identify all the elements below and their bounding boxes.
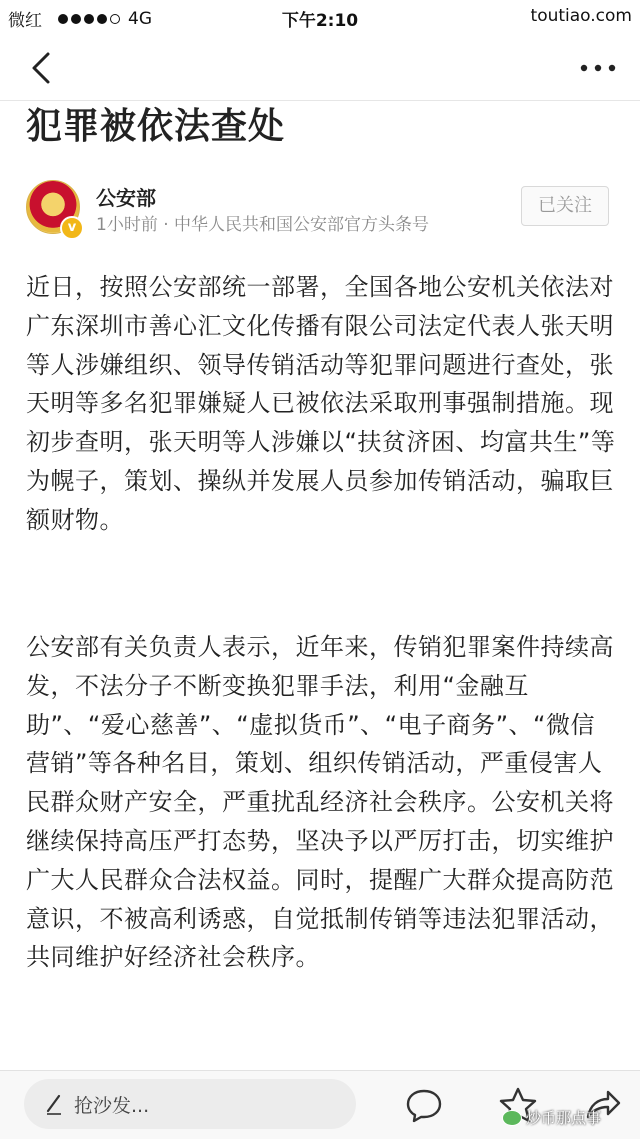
author-name[interactable]: 公安部 [96,186,156,210]
status-bar [0,0,640,36]
chevron-left-icon[interactable] [24,48,60,88]
status-domain: toutiao.com [530,6,632,26]
comment-placeholder: 抢沙发... [74,1095,150,1117]
watermark-text: 炒币那点事 [526,1109,602,1127]
verified-badge-icon: v [60,216,84,240]
follow-button[interactable]: 已关注 [521,186,609,226]
bottom-toolbar [0,1070,640,1139]
pencil-icon [44,1093,64,1115]
watermark [502,1107,601,1128]
article-paragraph: 近日，按照公安部统一部署，全国各地公安机关依法对广东深圳市善心汇文化传播有限公司法定代表人张天明等人涉嫌组织、领导传销活动等犯罪问题进行查处，张天明等多名犯罪嫌疑人已被依法采取刑事强制措施。现初步查明，张天明等人涉嫌以“扶贫济困、均富共生”等为幌子，策划、操纵并发展人员参加传销活动，骗取巨额财物。 [26,273,616,534]
status-time: 下午2:10 [281,11,359,31]
network-label: 4G [128,8,152,29]
more-dots-icon[interactable] [578,58,618,78]
comment-input[interactable] [24,1079,356,1129]
carrier-label: 微红 [8,11,42,31]
comment-icon[interactable] [404,1085,444,1125]
article-paragraph: 公安部有关负责人表示，近年来，传销犯罪案件持续高发，不法分子不断变换犯罪手法，利用“金融互助”、“爱心慈善”、“虚拟货币”、“电子商务”、“微信营销”等各种名目，策划、组织传销活动，严重侵害人民群众财产安全，严重扰乱经济社会秩序。公安机关将继续保持高压严打态势，坚决予以严厉打击，切实维护广大人民群众合法权益。同时，提醒广大群众提高防范意识，不被高利诱惑，自觉抵制传销等违法犯罪活动，共同维护好经济社会秩序。 [26,633,614,972]
author-meta: 1小时前 · 中华人民共和国公安部官方头条号 [96,215,430,235]
article-title: 犯罪被依法查处 [26,106,286,147]
wechat-logo-icon [502,1110,522,1126]
nav-bar [0,36,640,101]
